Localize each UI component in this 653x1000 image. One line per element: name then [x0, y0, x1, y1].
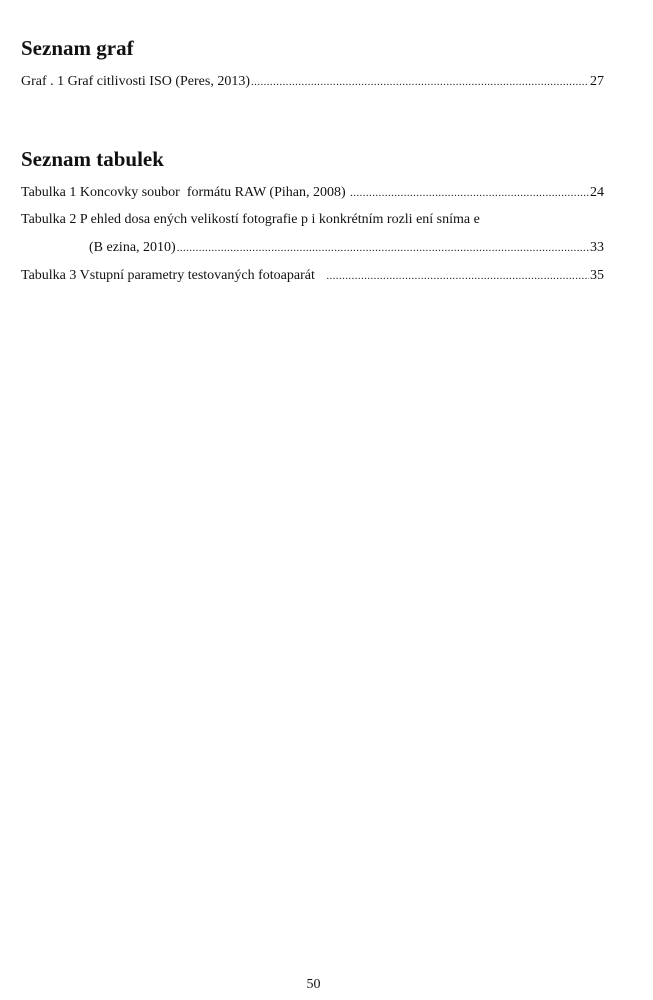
dot-leader: [350, 184, 589, 202]
toc-entry-page: 33: [590, 240, 604, 255]
section-heading-tables: Seznam tabulek: [21, 147, 164, 171]
toc-entry-graph-1[interactable]: [21, 73, 604, 91]
toc-entry-table-2[interactable]: [89, 239, 604, 257]
section-heading-graphs: Seznam graf: [21, 36, 134, 60]
toc-entry-table-2-line-1[interactable]: Tabulka 2 P ehled dosa ených velikostí fotografie p i konkrétním rozli ení sníma e: [21, 212, 480, 227]
toc-entry-text: Tabulka 3 Vstupní parametry testovaných fotoaparát: [21, 268, 326, 283]
toc-entry-text: Graf . 1 Graf citlivosti ISO (Peres, 2013): [21, 74, 251, 89]
dot-leader: [326, 267, 589, 285]
toc-entry-page: 24: [590, 185, 604, 200]
toc-entry-page: 35: [590, 268, 604, 283]
dot-leader: [251, 73, 589, 91]
toc-entry-table-3[interactable]: [21, 267, 604, 285]
toc-entry-table-1[interactable]: [21, 184, 604, 202]
toc-entry-page: 27: [590, 74, 604, 89]
dot-leader: [177, 239, 589, 257]
toc-entry-text: Tabulka 1 Koncovky soubor formátu RAW (Pihan, 2008): [21, 185, 350, 200]
page-number: 50: [306, 977, 321, 992]
toc-entry-text: (B ezina, 2010): [89, 240, 176, 255]
